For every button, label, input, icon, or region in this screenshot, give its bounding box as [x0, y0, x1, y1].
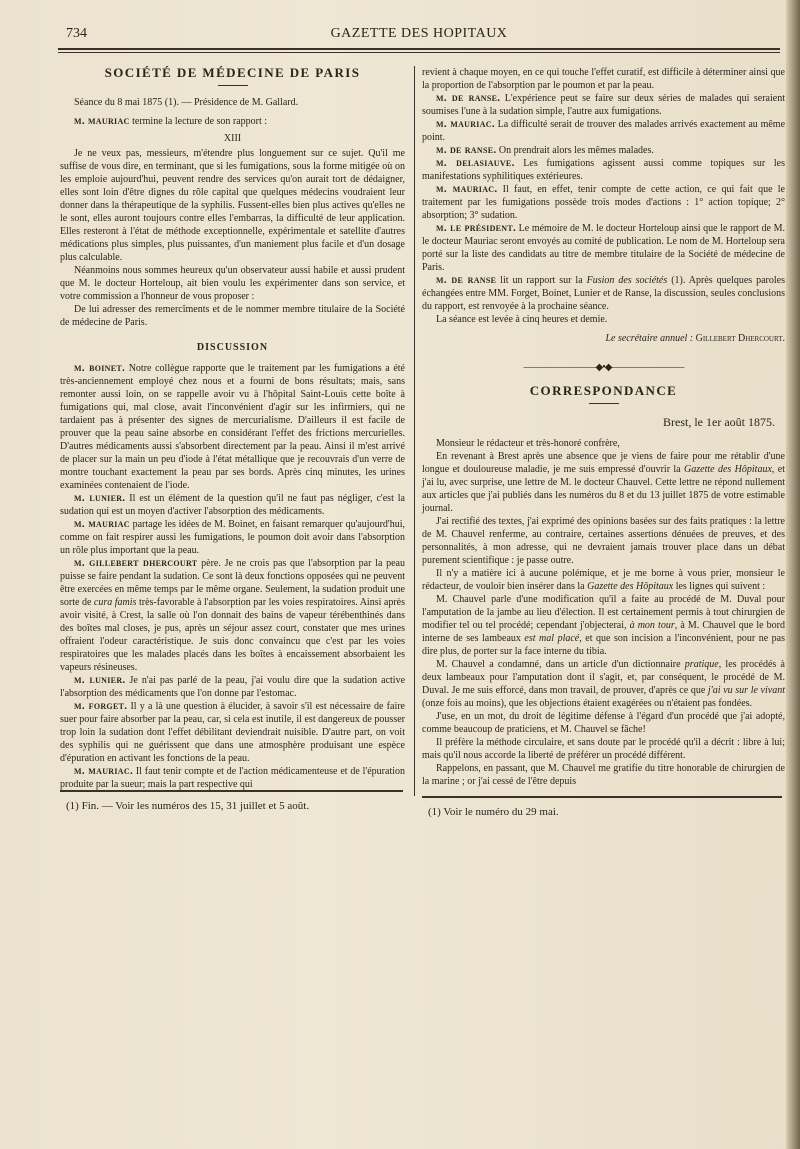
session-line: Séance du 8 mai 1875 (1). — Présidence de M. Gallard.: [74, 97, 299, 108]
page-edge: [786, 0, 800, 1149]
speaker-name: m. gillebert dhercourt: [74, 557, 198, 569]
speech-text: père. Je ne crois pas que l'absorption par la peau puisse se faire pendant la sudation. Ce sont là deux fonctions opposées qui ne peuvent être exercées en même temps par le même organe. Seulement, la sudation produit une sorte de: [60, 558, 405, 608]
discussion-gillebert: [60, 557, 405, 674]
page-header: [58, 26, 780, 44]
discussion-mauriac: [60, 518, 405, 557]
report-paragraph-3: De lui adresser des remercîments et de le nommer membre titulaire de la Société de médecine de Paris.: [60, 304, 405, 328]
letter-paragraph-6: J'use, en un mot, du droit de légitime défense à l'égard d'un procédé que j'ai adopté, comme beaucoup de praticiens, et M. Chauvel se fâche!: [422, 711, 785, 735]
speaker-name: m. de ranse.: [436, 144, 497, 156]
discussion-boinet: [60, 362, 405, 492]
speaker-name: m. mauriac.: [436, 118, 495, 130]
speech-text: Il faut, en effet, tenir compte de cette action, ce qui fait que le traitement par les fumigations possède trois modes d'actions : 1° action topique; 2° absorption; 3° sudation.: [422, 184, 785, 221]
speech-text: Le mémoire de M. le docteur Horteloup ainsi que le rapport de M. le docteur Mauriac seront envoyés au comité de publication. Le nom de M. Horteloup sera porté sur la liste des candidats au titre de membre titulaire de la Société de médecine de Paris.: [422, 223, 786, 273]
discussion-forget: [60, 700, 405, 765]
speaker-name: m. mauriac.: [436, 183, 498, 195]
letter-paragraph-1: [422, 450, 785, 515]
letter-text: Il n'y a matière ici à aucune polémique, et je me borne à vous prier, monsieur le rédacteur, de vouloir bien insérer dans la: [422, 568, 785, 592]
letter-text: M. Chauvel parle d'une modification qu'il a faite au procédé de M. Duval pour l'amputation de la jambe au lieu d'élection. Il est certainement permis à tout chirurgien de modifier tel ou tel procédé; cependant j'objecterai,: [422, 594, 785, 631]
speaker-name: m. delasiauve.: [436, 157, 515, 169]
letter-salutation: Monsieur le rédacteur et très-honoré confrère,: [436, 438, 620, 449]
journal-title: GAZETTE DES HOPITAUX: [330, 26, 508, 41]
letter-date: Brest, le 1er août 1875.: [663, 415, 775, 429]
column-divider: [414, 66, 415, 796]
discussion-de-ranse-3: [422, 274, 785, 313]
header-rule: [58, 48, 780, 50]
footnote-left: (1) Fin. — Voir les numéros des 15, 31 juillet et 5 août.: [66, 800, 310, 812]
intro-paragraph: [60, 115, 405, 128]
intro-text: termine la lecture de son rapport :: [129, 116, 268, 127]
footnote-right: (1) Voir le numéro du 29 mai.: [428, 806, 559, 818]
speech-text: La difficulté serait de trouver des malades arrivés exactement au même point.: [422, 119, 786, 143]
left-column: [60, 66, 405, 791]
report-paragraph-1: Je ne veux pas, messieurs, m'étendre plus longuement sur ce sujet. Qu'il me suffise de vous dire, en terminant, que si les fumigations, sous la forme mitigée où on les emploie aujourd'hui, peuvent rendre des services qu'on aurait tort de dédaigner, elles sont loin d'être dignes du rôle capital que quelques médecins voudraient leur donner dans la thérapeutique de la syphilis. Fussent-elles bien plus actives qu'elles ne le sont, elles auront toujours contre elles l'embarras, la difficulté de leur application. Elles resteront à l'état de méthode exceptionnelle, expérimentale et satellite d'autres médications plus simples, plus puissantes, d'un maniement plus facile et d'un dosage plus calculable.: [60, 148, 405, 263]
speaker-name: m. lunier.: [74, 492, 126, 504]
letter-paragraph-5: [422, 658, 785, 710]
session-closing: La séance est levée à cinq heures et demie.: [436, 314, 608, 325]
letter-emphasis: Gazette des Hôpitaux: [587, 581, 674, 592]
discussion-mauriac-4: [422, 183, 785, 222]
letter-paragraph-8: Rappelons, en passant, que M. Chauvel me gratifie du titre honorable de chirurgien de la marine ; or j'ai cessé de l'être depuis: [422, 763, 785, 787]
speaker-name: m. forget.: [74, 700, 128, 712]
speech-text: L'expérience peut se faire sur deux séries de malades qui seraient soumises l'une à la sudation simple, l'autre aux fumigations.: [422, 93, 785, 117]
discussion-heading: DISCUSSION: [196, 342, 269, 353]
letter-emphasis: Gazette des Hôpitaux: [684, 464, 772, 475]
discussion-mauriac-3: [422, 118, 785, 144]
title-rule: [589, 403, 619, 404]
letter-paragraph-2: J'ai rectifié des textes, j'ai exprimé des opinions basées sur des faits pratiques : la lettre de M. Chauvel renferme, au contraire, certaines assertions dénuées de preuves, et des personnalités, à mon adresse, qui ne devraient jamais trouver place dans un débat purement scientifique : je passe outre.: [422, 516, 785, 566]
speech-emphasis: cura famis: [93, 597, 137, 608]
letter-emphasis: est mal placé: [524, 633, 580, 644]
society-title: SOCIÉTÉ DE MÉDECINE DE PARIS: [104, 65, 361, 80]
signature-name: Gillebert Dhercourt.: [695, 333, 785, 344]
speaker-name: m. mauriac.: [74, 765, 133, 777]
speaker-name: m. mauriac: [74, 518, 130, 530]
speech-text: (1). Après quelques paroles échangées entre MM. Forget, Boinet, Lunier et de Ranse, la discussion, seules conclusions du rapport, est renvoyée à la prochaine séance.: [422, 275, 785, 312]
speech-text: lit un rapport sur la: [496, 275, 587, 286]
ornamental-rule: ————————◆•◆————————: [523, 362, 684, 373]
speaker-name: m. lunier.: [74, 674, 126, 686]
letter-paragraph-7: Il préfère la méthode circulaire, et sans doute par le procédé qu'il a décrit : libre à lui; mais qu'il nous accorde la liberté de préférer un procédé différent.: [422, 737, 785, 761]
letter-text: les lignes qui suivent :: [673, 581, 766, 592]
header-rule-thin: [58, 52, 780, 53]
speech-text: Il faut tenir compte et de l'action médicamenteuse et de l'épuration produite par la sueur; mais la part respective qui: [60, 766, 405, 790]
letter-emphasis: pratique: [684, 659, 719, 670]
discussion-president: [422, 222, 785, 274]
letter-text: , les procédés à deux lambeaux pour l'amputation dont il s'agit, et, par conséquent, le procédé de M. Duval. Je me suis efforcé, dans mon travail, de prouver, d'après ce que: [422, 659, 785, 696]
discussion-lunier: [60, 492, 405, 518]
discussion-delasiauve: [422, 157, 785, 183]
speaker-name: m. boinet.: [74, 362, 126, 374]
right-column: [422, 66, 785, 788]
report-paragraph-2: Néanmoins nous sommes heureux qu'un observateur aussi habile et aussi prudent que M. le docteur Horteloup, ait bien voulu les expérimenter dans son service, et votre commission a l'honneur de vous proposer :: [60, 265, 405, 302]
letter-text: M. Chauvel a condamné, dans un article d'un dictionnaire: [436, 659, 685, 670]
footnote-rule-right: [422, 796, 782, 798]
speech-text: Il est un élément de la question qu'il ne faut pas négliger, c'est la sudation qui est un moyen d'activer l'absorption des médicaments.: [60, 493, 405, 517]
speech-text: Notre collègue rapporte que le traitement par les fumigations a été très-anciennement employé chez nous et a fourni de bons résultats; mais, sans remonter aussi loin, on se rappelle avoir vu à l'hôpital Saint-Louis cette boîte à fumigations qui, mal close, avait l'inconvénient d'agir sur les infirmiers, qui ne tardaient pas à présenter des signes de mercurialisme. D'ailleurs il est facile de prouver que la peau saine absorbe en considérant l'effet des frictions mercurielles. D'autres médicaments aussi s'absorbent directement par la peau. Ainsi il m'est arrivé de placer sur la main un peu d'iode à l'état métallique que je recouvrais d'un verre de montre touchant exactement la peau par ses bords. Après cinq minutes, les urines examinées contenaient de l'iode.: [60, 363, 405, 491]
letter-text: En revenant à Brest après une absence que je viens de faire pour me rétablir d'une longue et douloureuse maladie, je me suis empressé d'ouvrir la: [422, 451, 785, 475]
speech-text: très-favorable à l'absorption par les voies respiratoires. Ainsi après avoir visité, à Crest, la salle où l'on donnait des bains de vapeur térébenthinés dans des boîtes mal closes, je pus, après un séjour assez court, constater que mes urines offraient l'odeur caractéristique. Je suis donc convaincu que c'est par les voies respiratoires que les malades placés dans les boîtes à encaissement absorbaient les vapeurs résineuses.: [60, 597, 406, 673]
letter-paragraph-4: [422, 593, 785, 658]
letter-text: , à M. Chauvel que le bord interne de ses lambeaux: [422, 620, 785, 644]
page-number: 734: [66, 26, 87, 41]
discussion-de-ranse-2: [422, 144, 785, 157]
title-rule: [218, 85, 248, 86]
discussion-mauriac-2: [60, 765, 405, 791]
discussion-lunier-2: [60, 674, 405, 700]
speaker-name: m. de ranse.: [436, 92, 501, 104]
letter-emphasis: à mon tour: [629, 620, 675, 631]
speaker-name: m. de ranse: [436, 274, 497, 286]
continued-paragraph: revient à chaque moyen, en ce qui touche l'effet curatif, est difficile à déterminer ainsi que la proportion de l'absorption par le poumon et par la peau.: [422, 67, 785, 91]
letter-text: , et que son incision a l'inconvénient, pour ne pas dire plus, de porter sur la face interne du tibia.: [422, 633, 786, 657]
speech-text: Il y a là une question à élucider, à savoir s'il est nécessaire de faire suer pour faire absorber par la peau, car, si cela est inutile, il est dangereux de pousser trop loin la sudation dont l'effet débilitant deviendrait nuisible. D'autre part, on voit des syphilis qui ne guérissent que dans une atmosphère produisant une espèce d'épuration en activant les fonctions de la peau.: [60, 701, 405, 764]
speech-text: Je n'ai pas parlé de la peau, j'ai voulu dire que la sudation active l'absorption des médicaments que l'on donne par l'estomac.: [60, 675, 406, 699]
speaker-name: m. le président.: [436, 222, 517, 234]
section-number: XIII: [223, 133, 242, 144]
speech-text: Les fumigations agissent aussi comme topiques sur les manifestations syphilitiques extérieures.: [422, 158, 785, 182]
discussion-de-ranse: [422, 92, 785, 118]
signature-label: Le secrétaire annuel :: [605, 333, 696, 344]
letter-text: , et j'ai lu, avec surprise, une lettre de M. le docteur Chauvel. Cette lettre ne répond nullement aux articles que j'ai publiés dans les numéros du 8 et du 13 juillet 1875 de votre estimable journal.: [422, 464, 785, 514]
speaker-name: m. mauriac: [74, 115, 130, 127]
speech-text: partage les idées de M. Boinet, en faisant remarquer qu'aujourd'hui, comme on fait respirer aussi les fumigations, le poumon doit avoir dans l'absorption un rôle plus important que la peau.: [60, 519, 405, 556]
letter-text: (onze fois au moins), que les objections étaient exagérées ou n'étaient pas fondées.: [422, 698, 753, 709]
letter-emphasis: j'ai vu sur le vivant: [707, 685, 785, 696]
letter-paragraph-3: [422, 567, 785, 593]
footnote-rule-left: [60, 790, 403, 792]
correspondance-title: CORRESPONDANCE: [529, 383, 678, 398]
speech-text: On prendrait alors les mêmes malades.: [496, 145, 654, 156]
secretary-signature: [422, 332, 785, 345]
speech-emphasis: Fusion des sociétés: [586, 275, 668, 286]
